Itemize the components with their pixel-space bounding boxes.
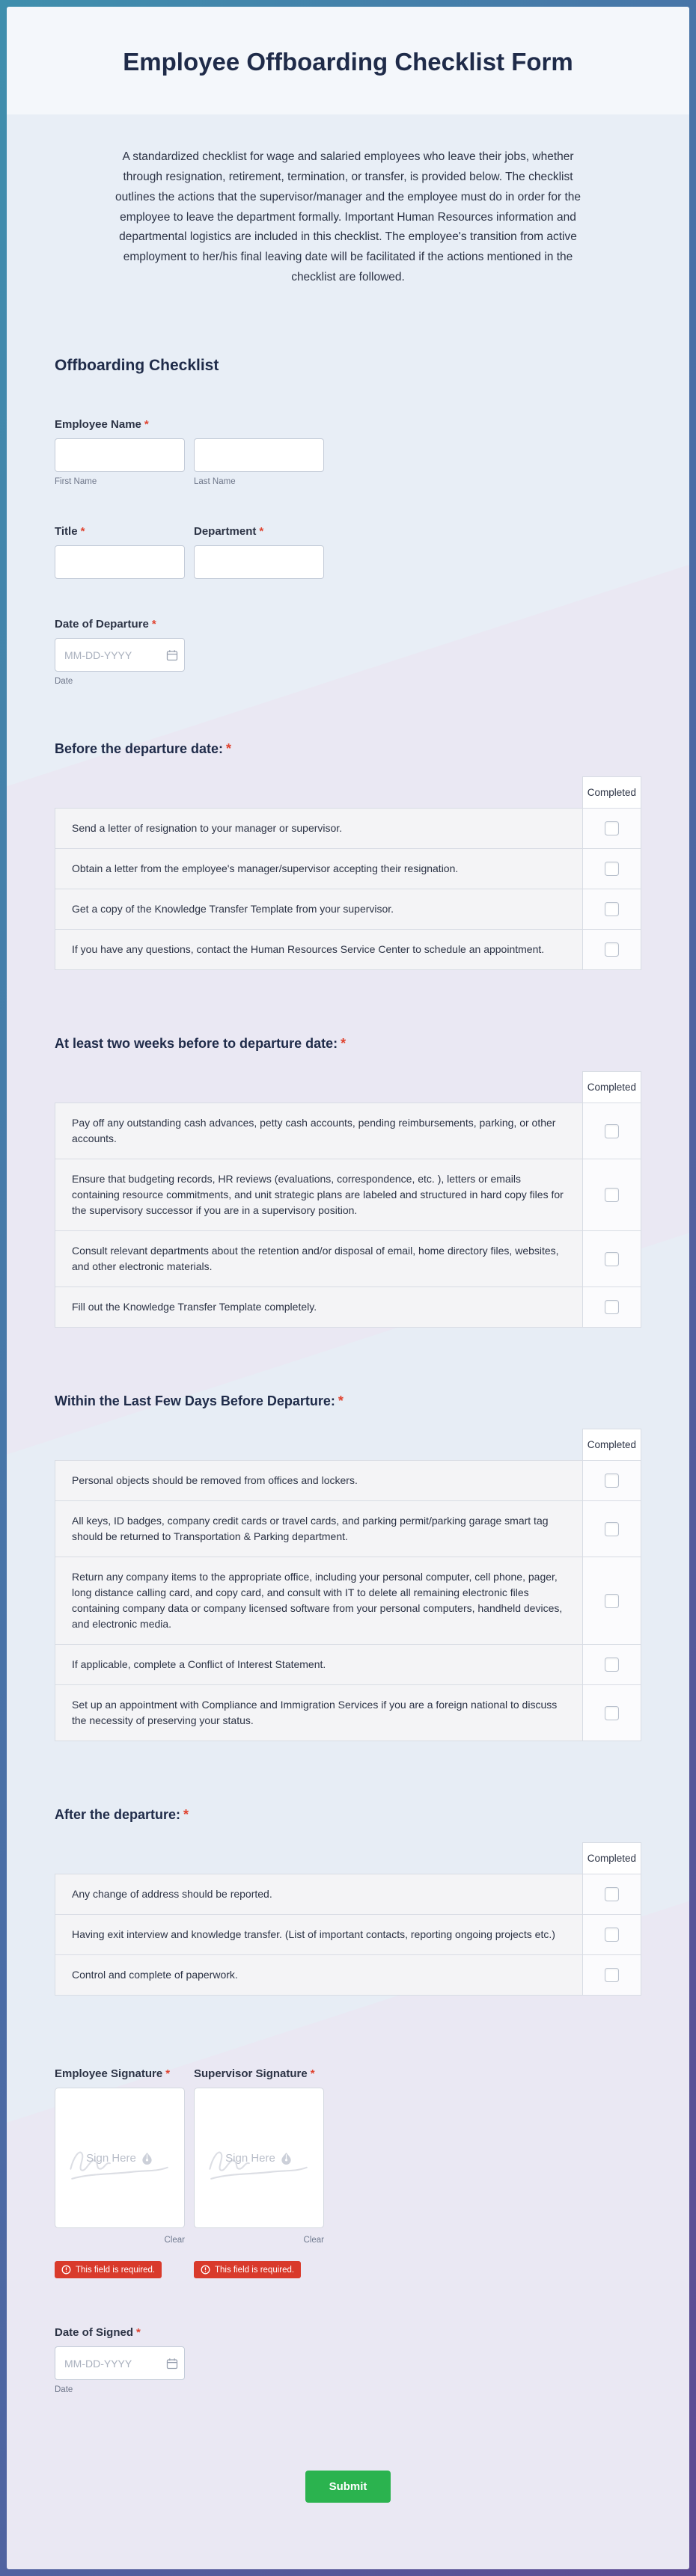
required-star: * — [80, 525, 85, 539]
completed-checkbox[interactable] — [605, 862, 619, 876]
sign-here-text: Sign Here — [225, 2151, 275, 2165]
checklist-heading — [55, 1807, 641, 1823]
pen-nib-icon — [280, 2152, 293, 2165]
submit-row — [55, 2471, 641, 2503]
completed-checkbox[interactable] — [605, 1968, 619, 1982]
label-text: Department — [194, 525, 257, 539]
date-of-departure-label — [55, 618, 641, 631]
completed-checkbox[interactable] — [605, 1887, 619, 1901]
matrix-blank-header — [55, 1429, 583, 1461]
required-star: * — [165, 2067, 171, 2081]
checklist-row — [55, 809, 641, 849]
required-star: * — [338, 1393, 344, 1409]
form-title: Employee Offboarding Checklist Form — [123, 48, 573, 76]
heading-text: Before the departure date: — [55, 741, 224, 757]
date-sublabel: Date — [55, 677, 73, 687]
supervisor-signature-pad[interactable] — [194, 2088, 324, 2228]
required-error-badge — [194, 2261, 301, 2278]
last-name-input[interactable] — [194, 438, 324, 472]
checklist-row — [55, 1501, 641, 1557]
date-of-departure-input[interactable] — [55, 638, 185, 672]
checklist-row — [55, 1915, 641, 1955]
checklist-item-text: Having exit interview and knowledge transfer. (List of important contacts, reporting ongoing projects etc.) — [55, 1915, 583, 1955]
form-description: A standardized checklist for wage and salaried employees who leave their jobs, whether through resignation, retirement, termination, or transfer, is provided below. The checklist outlines the actions that the supervisor/manager and the employee must do in order for the employee to leave the department formally. Important Human Resources information and departmental logistics are included in this checklist. The employee's transition from active employment to her/his final leaving date will be facilitated if the actions mentioned in the checklist are followed. — [115, 150, 581, 284]
error-text: This field is required. — [76, 2265, 156, 2275]
matrix-blank-header — [55, 1843, 583, 1874]
employee-signature-field — [55, 2067, 185, 2278]
checklist-item-text: Pay off any outstanding cash advances, petty cash accounts, pending reimbursements, parking, or other accounts. — [55, 1103, 583, 1159]
required-star: * — [151, 618, 156, 631]
title-input[interactable] — [55, 545, 185, 579]
last-name-sublabel: Last Name — [194, 477, 236, 487]
required-star: * — [136, 2326, 141, 2340]
department-input[interactable] — [194, 545, 324, 579]
employee-signature-pad[interactable] — [55, 2088, 185, 2228]
checklist-item-text: Consult relevant departments about the retention and/or disposal of email, home directory files, websites, and other electronic materials. — [55, 1231, 583, 1287]
required-star: * — [226, 741, 232, 757]
completed-column-header: Completed — [582, 777, 641, 809]
pen-nib-icon — [141, 2152, 153, 2165]
date-sublabel: Date — [55, 2385, 73, 2395]
completed-checkbox[interactable] — [605, 1522, 619, 1536]
checklist-item-text: Fill out the Knowledge Transfer Template completely. — [55, 1287, 583, 1328]
label-text: Date of Departure — [55, 618, 149, 631]
clear-signature-link[interactable]: Clear — [303, 2236, 324, 2245]
checklist-item-text: Send a letter of resignation to your manager or supervisor. — [55, 809, 583, 849]
heading-text: After the departure: — [55, 1807, 181, 1823]
completed-checkbox[interactable] — [605, 1657, 619, 1672]
completed-checkbox[interactable] — [605, 942, 619, 957]
checklist-row — [55, 849, 641, 889]
checklist-table — [55, 1071, 641, 1328]
error-icon — [201, 2265, 210, 2275]
date-of-signed-label — [55, 2326, 641, 2339]
label-text: Employee Name — [55, 418, 141, 432]
title-department-row — [55, 525, 641, 579]
completed-checkbox[interactable] — [605, 1124, 619, 1138]
required-error-badge — [55, 2261, 162, 2278]
employee-signature-label — [55, 2067, 185, 2080]
label-text: Employee Signature — [55, 2067, 163, 2081]
required-star: * — [144, 418, 149, 432]
completed-checkbox[interactable] — [605, 1928, 619, 1942]
signature-placeholder — [55, 2088, 184, 2227]
sign-here-text: Sign Here — [86, 2151, 136, 2165]
checklist-section-before-departure — [55, 741, 641, 970]
checklist-table — [55, 776, 641, 970]
signatures-row — [55, 2067, 641, 2278]
supervisor-signature-label — [194, 2067, 324, 2080]
checklist-item-text: Ensure that budgeting records, HR reviews (evaluations, correspondence, etc. ), letters or emails containing resource commitments, and unit strategic plans are labeled and structured in hard copy files for the supervisory successor if you are in a supervisory position. — [55, 1159, 583, 1231]
offboarding-form-card — [7, 7, 689, 2569]
heading-text: Within the Last Few Days Before Departure: — [55, 1393, 335, 1409]
first-name-input[interactable] — [55, 438, 185, 472]
required-star: * — [183, 1807, 189, 1823]
department-field — [194, 525, 324, 579]
completed-checkbox[interactable] — [605, 1188, 619, 1202]
label-text: Date of Signed — [55, 2326, 134, 2340]
label-text: Supervisor Signature — [194, 2067, 308, 2081]
checklist-table — [55, 1842, 641, 1996]
checklist-row — [55, 1461, 641, 1501]
completed-column-header: Completed — [582, 1843, 641, 1874]
heading-text: At least two weeks before to departure date: — [55, 1036, 338, 1052]
error-icon — [61, 2265, 71, 2275]
checklist-item-text: Any change of address should be reported. — [55, 1874, 583, 1915]
matrix-blank-header — [55, 1072, 583, 1103]
signature-placeholder — [195, 2088, 323, 2227]
submit-button[interactable]: Submit — [305, 2471, 391, 2503]
required-star: * — [259, 525, 264, 539]
completed-column-header: Completed — [582, 1429, 641, 1461]
form-content — [7, 147, 689, 2503]
checklist-row — [55, 1557, 641, 1645]
employee-name-field — [55, 418, 641, 486]
completed-column-header: Completed — [582, 1072, 641, 1103]
department-label — [194, 525, 324, 538]
title-label — [55, 525, 185, 538]
checklist-item-text: Personal objects should be removed from offices and lockers. — [55, 1461, 583, 1501]
error-text: This field is required. — [215, 2265, 295, 2275]
employee-name-label — [55, 418, 641, 431]
checklist-section-last-few-days — [55, 1393, 641, 1741]
form-header — [7, 7, 689, 114]
checklist-row — [55, 1874, 641, 1915]
required-star: * — [341, 1036, 347, 1052]
completed-checkbox[interactable] — [605, 902, 619, 916]
matrix-blank-header — [55, 777, 583, 809]
date-of-departure-field — [55, 618, 641, 687]
checklist-row — [55, 1955, 641, 1996]
checklist-item-text: Get a copy of the Knowledge Transfer Template from your supervisor. — [55, 889, 583, 930]
completed-checkbox[interactable] — [605, 1252, 619, 1266]
checklist-row — [55, 1287, 641, 1328]
label-text: Title — [55, 525, 78, 539]
completed-checkbox[interactable] — [605, 1594, 619, 1608]
completed-checkbox[interactable] — [605, 1473, 619, 1488]
checklist-item-text: Return any company items to the appropriate office, including your personal computer, cell phone, pager, long distance calling card, and copy card, and consult with IT to delete all remaining electronic files containing company data or company licensed software from your personal computers, handheld devices, and electronic media. — [55, 1557, 583, 1645]
title-field — [55, 525, 185, 579]
checklist-section-two-weeks-before — [55, 1036, 641, 1328]
completed-checkbox[interactable] — [605, 821, 619, 835]
checklist-heading — [55, 1393, 641, 1409]
checklist-item-text: If applicable, complete a Conflict of Interest Statement. — [55, 1645, 583, 1685]
checklist-row — [55, 930, 641, 970]
offboarding-checklist-heading: Offboarding Checklist — [55, 357, 219, 375]
clear-signature-link[interactable]: Clear — [164, 2236, 185, 2245]
checklist-row — [55, 889, 641, 930]
checklist-row — [55, 1159, 641, 1231]
checklist-item-text: All keys, ID badges, company credit cards or travel cards, and parking permit/parking garage smart tag should be returned to Transportation & Parking department. — [55, 1501, 583, 1557]
required-star: * — [310, 2067, 315, 2081]
checklist-table — [55, 1429, 641, 1741]
supervisor-signature-field — [194, 2067, 324, 2278]
date-of-signed-field — [55, 2326, 641, 2396]
checklist-row — [55, 1231, 641, 1287]
checklist-row — [55, 1685, 641, 1741]
date-of-signed-input[interactable] — [55, 2346, 185, 2380]
checklist-section-after-departure — [55, 1807, 641, 1996]
checklist-item-text: If you have any questions, contact the Human Resources Service Center to schedule an appointment. — [55, 930, 583, 970]
completed-checkbox[interactable] — [605, 1706, 619, 1720]
checklist-item-text: Obtain a letter from the employee's manager/supervisor accepting their resignation. — [55, 849, 583, 889]
completed-checkbox[interactable] — [605, 1300, 619, 1314]
checklist-heading — [55, 1036, 641, 1052]
first-name-sublabel: First Name — [55, 477, 97, 487]
checklist-heading — [55, 741, 641, 757]
checklist-row — [55, 1645, 641, 1685]
checklist-item-text: Set up an appointment with Compliance and Immigration Services if you are a foreign national to discuss the necessity of preserving your status. — [55, 1685, 583, 1741]
checklist-row — [55, 1103, 641, 1159]
checklist-item-text: Control and complete of paperwork. — [55, 1955, 583, 1996]
